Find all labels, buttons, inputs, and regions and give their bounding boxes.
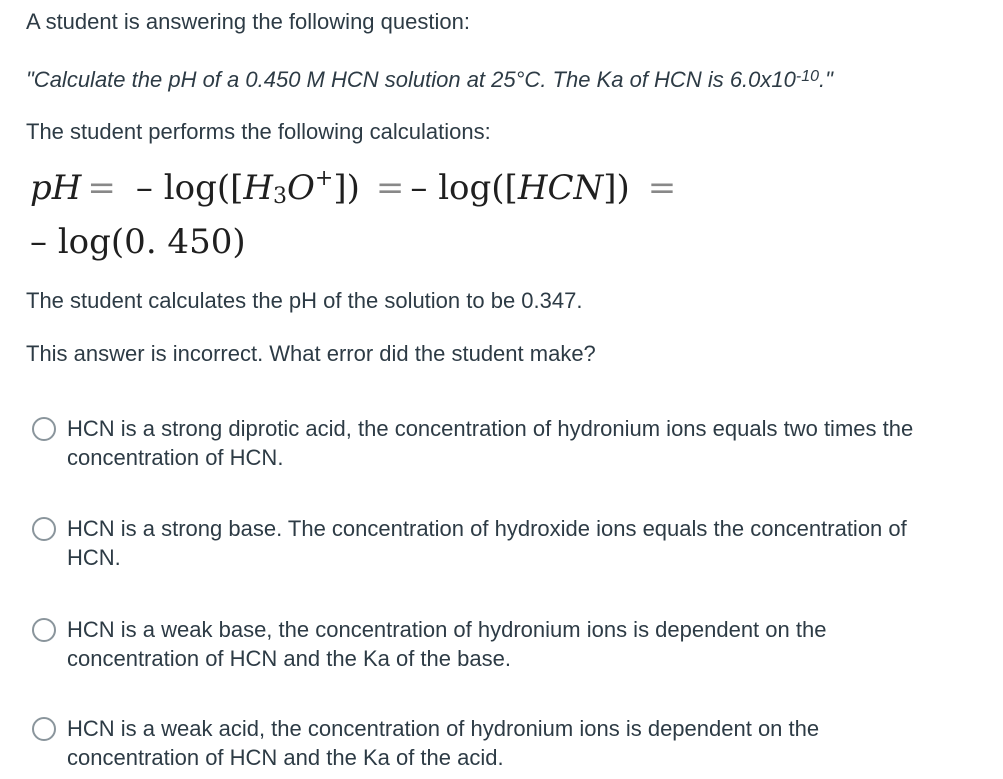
question-quote xyxy=(26,66,833,97)
option-label: HCN is a weak acid, the concentration of hydronium ions is dependent on the concentration of HCN and the Ka of the acid. xyxy=(67,716,820,770)
equation-line-2 xyxy=(30,222,246,262)
calculation-intro: The student performs the following calculations: xyxy=(26,119,491,144)
eq-close-2: ]) xyxy=(603,168,630,208)
radio-button[interactable] xyxy=(32,417,56,441)
eq-equals-3: = xyxy=(647,168,677,208)
answer-option-4[interactable] xyxy=(32,714,932,772)
eq-log-open-2: log([ xyxy=(438,168,518,208)
eq-close-1: ]) xyxy=(333,168,360,208)
option-label: HCN is a weak base, the concentration of hydronium ions is dependent on the concentration of HCN and the Ka of the base. xyxy=(67,617,827,671)
eq-equals-2: = xyxy=(375,168,405,208)
radio-button[interactable] xyxy=(32,618,56,642)
question-prompt: This answer is incorrect. What error did the student make? xyxy=(26,341,596,366)
option-label: HCN is a strong base. The concentration of hydroxide ions equals the concentration of HCN. xyxy=(67,516,907,570)
equation-line-1 xyxy=(30,166,682,209)
radio-button[interactable] xyxy=(32,717,56,741)
option-label: HCN is a strong diprotic acid, the concentration of hydronium ions equals two times the concentration of HCN. xyxy=(67,416,914,470)
eq-equals-1: = xyxy=(87,168,116,208)
eq-h3o-h: H xyxy=(243,168,274,208)
eq-h3o-o: O xyxy=(287,168,315,208)
quote-end: ." xyxy=(819,67,833,92)
eq-h3o-sup: + xyxy=(314,166,334,191)
eq-hcn: HCN xyxy=(517,168,604,208)
eq-ph: pH xyxy=(30,168,82,208)
question-intro: A student is answering the following question: xyxy=(26,9,470,34)
eq-minus-3: – xyxy=(30,222,47,262)
answer-option-3[interactable] xyxy=(32,615,932,673)
eq-h3o-sub: 3 xyxy=(273,184,288,209)
quote-exponent: -10 xyxy=(795,68,819,85)
answer-option-1[interactable] xyxy=(32,414,932,472)
eq-minus-2: – xyxy=(410,168,428,208)
eq-minus-1: – xyxy=(135,168,153,208)
eq-log-open-1: log([ xyxy=(163,168,244,208)
eq-log-value: log(0. 450) xyxy=(57,222,246,262)
student-result: The student calculates the pH of the solution to be 0.347. xyxy=(26,288,583,313)
answer-option-2[interactable] xyxy=(32,514,932,572)
radio-button[interactable] xyxy=(32,517,56,541)
quote-main-text: "Calculate the pH of a 0.450 M HCN solution at 25°C. The Ka of HCN is 6.0x10 xyxy=(26,67,796,92)
